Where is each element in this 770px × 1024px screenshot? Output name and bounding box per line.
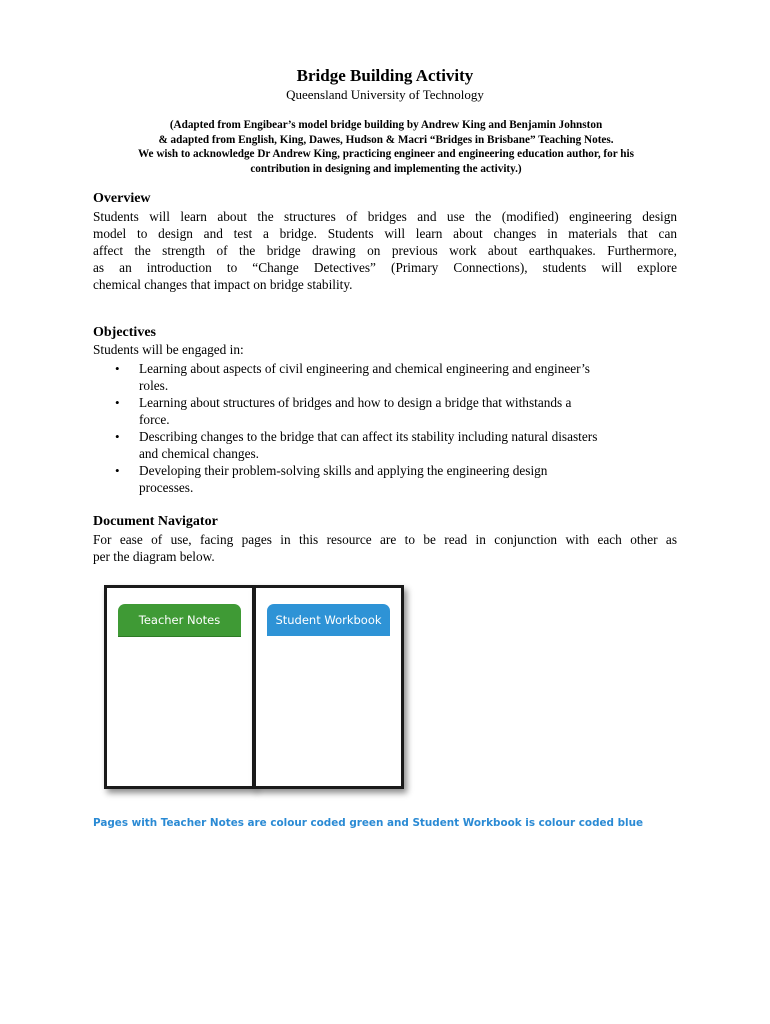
navigator-line: For ease of use, facing pages in this resource are to be read in conjunction with each other as bbox=[93, 532, 677, 547]
overview-paragraph bbox=[93, 208, 677, 293]
list-item-text: Learning about aspects of civil engineering and chemical engineering and engineer’s bbox=[139, 361, 590, 376]
navigator-heading: Document Navigator bbox=[93, 514, 218, 529]
acknowledgement-line: We wish to acknowledge Dr Andrew King, practicing engineer and engineering education author, for his bbox=[137, 148, 634, 161]
list-item bbox=[93, 428, 683, 462]
list-item-text: and chemical changes. bbox=[139, 446, 259, 461]
navigator-line: per the diagram below. bbox=[93, 549, 215, 564]
acknowledgement-block bbox=[93, 118, 679, 176]
teacher-notes-tab: Teacher Notes bbox=[118, 604, 241, 637]
list-item bbox=[93, 360, 683, 394]
student-workbook-tab: Student Workbook bbox=[267, 604, 390, 636]
bullet-icon: • bbox=[115, 395, 120, 410]
overview-line: chemical changes that impact on bridge stability. bbox=[93, 277, 353, 292]
list-item-text: Learning about structures of bridges and how to design a bridge that withstands a bbox=[139, 395, 572, 410]
bullet-icon: • bbox=[115, 429, 120, 444]
acknowledgement-line: (Adapted from Engibear’s model bridge building by Andrew King and Benjamin Johnston bbox=[169, 119, 603, 131]
page-title: Bridge Building Activity bbox=[296, 66, 474, 85]
list-item bbox=[93, 394, 683, 428]
overview-line: as an introduction to “Change Detectives” (Primary Connections), students will explore bbox=[93, 260, 677, 275]
list-item-text: force. bbox=[139, 412, 170, 427]
overview-line: affect the strength of the bridge drawing on previous work about earthquakes. Furthermore, bbox=[93, 243, 677, 258]
objectives-list bbox=[93, 360, 683, 496]
navigator-diagram bbox=[100, 585, 410, 797]
objectives-heading: Objectives bbox=[93, 325, 156, 340]
teacher-notes-page bbox=[104, 585, 255, 789]
student-workbook-page bbox=[253, 585, 404, 789]
diagram-caption: Pages with Teacher Notes are colour coded green and Student Workbook is colour coded blue bbox=[93, 817, 644, 829]
objectives-intro: Students will be engaged in: bbox=[93, 342, 244, 357]
overview-heading: Overview bbox=[93, 191, 151, 206]
acknowledgement-line: contribution in designing and implementing the activity.) bbox=[250, 162, 522, 175]
institution-subtitle: Queensland University of Technology bbox=[286, 87, 484, 102]
overview-line: model to design and test a bridge. Students will learn about changes in materials that can bbox=[93, 226, 677, 241]
list-item bbox=[93, 462, 683, 496]
list-item-text: processes. bbox=[139, 480, 194, 495]
overview-line: Students will learn about the structures of bridges and use the (modified) engineering design bbox=[93, 209, 677, 224]
list-item-text: Developing their problem-solving skills and applying the engineering design bbox=[139, 463, 548, 478]
list-item-text: roles. bbox=[139, 378, 169, 393]
bullet-icon: • bbox=[115, 361, 120, 376]
bullet-icon: • bbox=[115, 463, 120, 478]
navigator-paragraph bbox=[93, 531, 677, 565]
list-item-text: Describing changes to the bridge that can affect its stability including natural disasters bbox=[139, 429, 598, 444]
acknowledgement-line: & adapted from English, King, Dawes, Hudson & Macri “Bridges in Brisbane” Teaching Notes. bbox=[158, 133, 614, 146]
